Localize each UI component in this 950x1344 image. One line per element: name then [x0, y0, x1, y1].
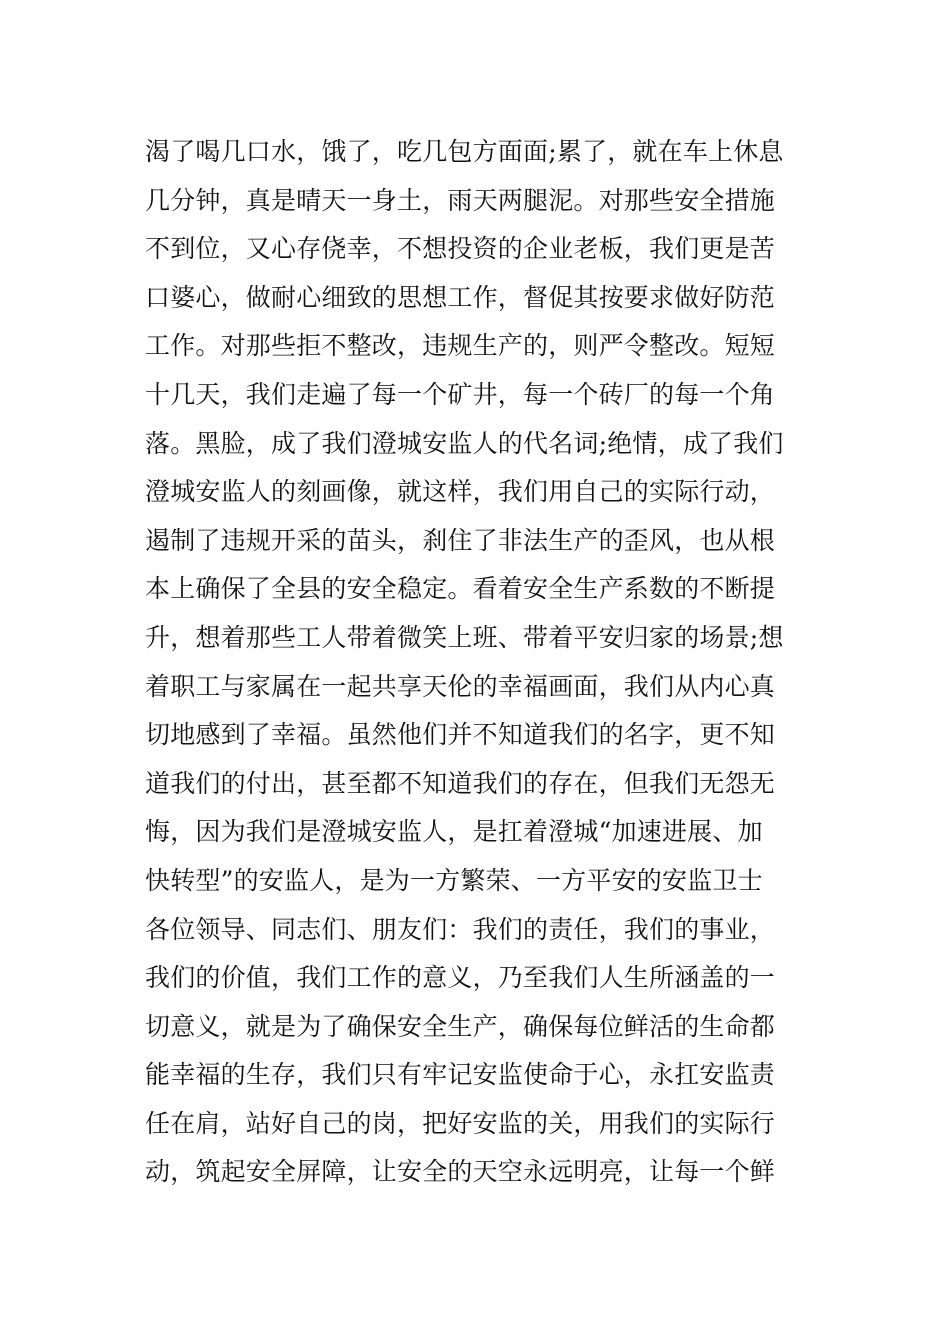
- text-line: 十几天，我们走遍了每一个矿井，每一个砖厂的每一个角: [145, 379, 776, 409]
- text-line: 能幸福的生存，我们只有牢记安监使命于心，永扛安监责: [145, 1060, 776, 1090]
- text-line: 口婆心，做耐心细致的思想工作，督促其按要求做好防范: [145, 282, 776, 312]
- text-line: 切地感到了幸福。虽然他们并不知道我们的名字，更不知: [145, 720, 776, 750]
- text-line: 悔，因为我们是澄城安监人，是扛着澄城“加速进展、加: [145, 817, 763, 847]
- text-line: 道我们的付出，甚至都不知道我们的存在，但我们无怨无: [145, 768, 776, 798]
- text-line: 渴了喝几口水，饿了，吃几包方面面;累了，就在车上休息: [145, 137, 784, 166]
- text-line: 不到位，又心存侥幸，不想投资的企业老板，我们更是苦: [145, 234, 776, 264]
- text-line: 几分钟，真是晴天一身土，雨天两腿泥。对那些安全措施: [145, 185, 776, 215]
- text-line: 任在肩，站好自己的岗，把好安监的关，用我们的实际行: [145, 1108, 776, 1138]
- body-text: [145, 128, 810, 1197]
- text-line: 我们的价值，我们工作的意义，乃至我们人生所涵盖的一: [145, 963, 776, 993]
- text-line: 各位领导、同志们、朋友们：我们的责任，我们的事业，: [145, 914, 776, 944]
- text-line: 动，筑起安全屏障，让安全的天空永远明亮，让每一个鲜: [145, 1157, 776, 1187]
- text-line: 着职工与家属在一起共享天伦的幸福画面，我们从内心真: [145, 671, 776, 701]
- text-line: 快转型”的安监人，是为一方繁荣、一方平安的安监卫士: [145, 865, 763, 895]
- text-line: 遏制了违规开采的苗头，刹住了非法生产的歪风，也从根: [145, 525, 776, 555]
- text-line: 落。黑脸，成了我们澄城安监人的代名词;绝情，成了我们: [145, 428, 784, 458]
- text-line: 工作。对那些拒不整改，违规生产的，则严令整改。短短: [145, 331, 776, 361]
- text-line: 升，想着那些工人带着微笑上班、带着平安归家的场景;想: [145, 622, 784, 652]
- text-line: 本上确保了全县的安全稳定。看着安全生产系数的不断提: [145, 574, 776, 604]
- text-line: 澄城安监人的刻画像，就这样，我们用自己的实际行动，: [145, 477, 776, 507]
- text-line: 切意义，就是为了确保安全生产，确保每位鲜活的生命都: [145, 1011, 776, 1041]
